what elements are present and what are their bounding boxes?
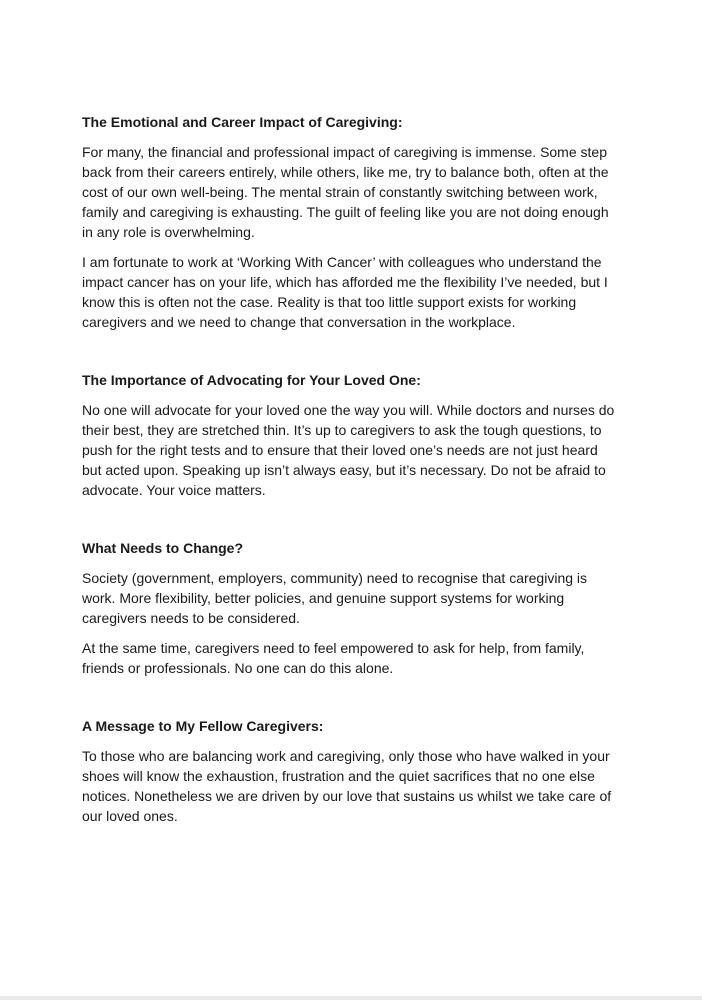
page-bottom-edge (0, 996, 702, 1000)
section-what-needs-to-change (82, 538, 618, 678)
document-body (82, 112, 618, 836)
section-heading: What Needs to Change? (82, 540, 244, 556)
section-emotional-career-impact (82, 112, 618, 332)
section-heading: A Message to My Fellow Caregivers: (82, 718, 324, 734)
paragraph: At the same time, caregivers need to feel empowered to ask for help, from family, friends or professionals. No one can do this alone. (82, 640, 585, 676)
section-heading: The Emotional and Career Impact of Caregiving: (82, 114, 403, 130)
paragraph: I am fortunate to work at ‘Working With Cancer’ with colleagues who understand the impact cancer has on your life, which has afforded me the flexibility I’ve needed, but I know this is often not the case. Reality is that too little support exists for working caregivers and we need to change that conversation in the workplace. (82, 254, 608, 330)
section-advocating (82, 370, 618, 500)
paragraph: Society (government, employers, community) need to recognise that caregiving is work. More flexibility, better policies, and genuine support systems for working caregivers needs to be considered. (82, 570, 588, 626)
paragraph: To those who are balancing work and caregiving, only those who have walked in your shoes will know the exhaustion, frustration and the quiet sacrifices that no one else notices. Nonetheless we are driven by our love that sustains us whilst we take care of our loved ones. (82, 748, 612, 824)
paragraph: No one will advocate for your loved one the way you will. While doctors and nurses do their best, they are stretched thin. It’s up to caregivers to ask the tough questions, to push for the right tests and to ensure that their loved one’s needs are not just heard but acted upon. Speaking up isn’t always easy, but it’s necessary. Do not be afraid to advocate. Your voice matters. (82, 402, 615, 498)
section-heading: The Importance of Advocating for Your Loved One: (82, 372, 421, 388)
section-message-to-caregivers (82, 716, 618, 826)
paragraph: For many, the financial and professional impact of caregiving is immense. Some step back from their careers entirely, while others, like me, try to balance both, often at the cost of our own well-being. The mental strain of constantly switching between work, family and caregiving is exhausting. The guilt of feeling like you are not doing enough in any role is overwhelming. (82, 144, 609, 240)
